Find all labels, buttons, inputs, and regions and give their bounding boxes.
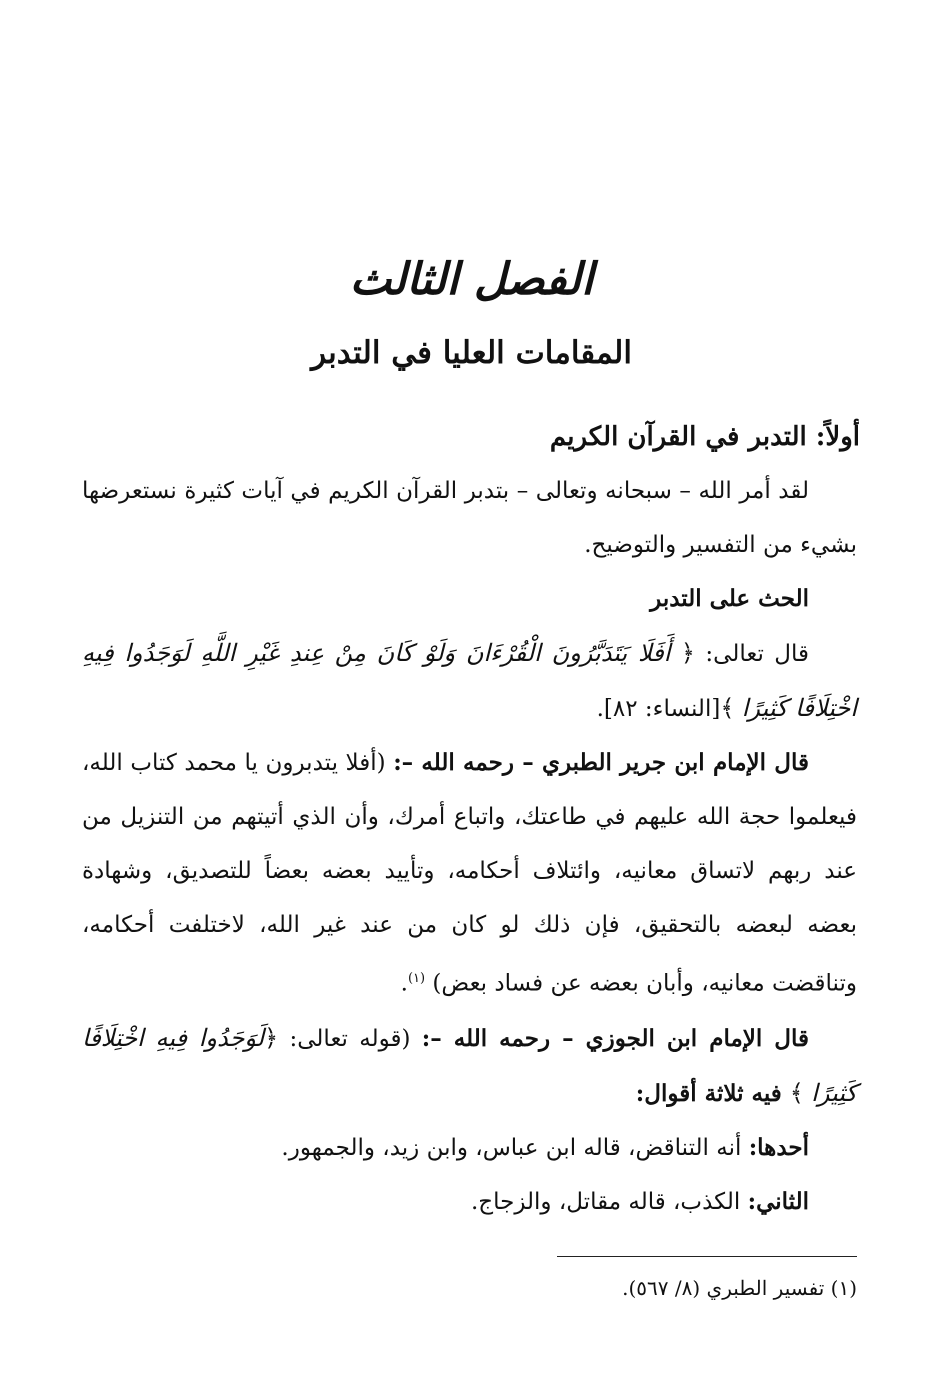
jawzi-paragraph [82,1011,857,1121]
sub-heading: الحث على التدبر [650,585,809,612]
second-label: الثاني: [747,1187,809,1215]
verse-paragraph [82,626,857,736]
jawzi-quote-intro: (قوله تعالى: [278,1025,422,1052]
first-label: أحدها: [748,1133,809,1161]
footnote-divider [557,1256,857,1257]
tabari-end: . [400,970,408,997]
jawzi-after: فيه ثلاثة أقوال: [635,1079,790,1107]
verse-reference: [النساء: ٨٢]. [596,696,721,722]
second-text: الكذب، قاله مقاتل، والزجاج. [470,1188,748,1215]
list-item [82,1175,857,1229]
tabari-paragraph [82,736,857,1011]
first-text: أنه التناقض، قاله ابن عباس، وابن زيد، والجمهور. [281,1134,749,1161]
verse-lead: قال تعالى: [694,641,810,667]
verse-open-bracket: ﴿ [680,639,695,667]
jawzi-lead: قال الإمام ابن الجوزي – رحمه الله –: [421,1024,810,1052]
jawzi-verse-close-bracket: ﴾ [789,1078,804,1107]
jawzi-verse: لَوَجَدُوا فِيهِ اخْتِلَافًا كَثِيرًا [82,1023,857,1107]
footnote: (١) تفسير الطبري (٨/ ٥٦٧). [622,1276,857,1300]
intro-paragraph: لقد أمر الله – سبحانه وتعالى – بتدبر القرآن الكريم في آيات كثيرة نستعرضها بشيء من التفسير والتوضيح. [82,478,857,558]
footnote-reference[interactable]: (١) [407,971,426,986]
chapter-subtitle: المقامات العليا في التدبر [311,335,632,371]
tabari-quote: (أفلا يتدبرون يا محمد كتاب الله، فيعلموا حجة الله عليهم في طاعتك، واتباع أمرك، وأن الذي أتيتهم من التنزيل من عند ربهم لاتساق معانيه، وائتلاف أحكامه، وتأييد بعضه بعضاً للتصديق، وشهادة بعضه لبعضه بالتحقيق، فإن ذلك لو كان من عند غير الله، لاختلفت أحكامه، وتناقضت معانيه، وأبان بعضه عن فساد بعض) [82,750,857,997]
body-text [82,410,860,1229]
section-heading: أولاً: التدبر في القرآن الكريم [549,422,860,452]
jawzi-verse-open-bracket: ﴿ [264,1023,279,1052]
chapter-title: الفصل الثالث [349,254,594,305]
verse-close-bracket: ﴾ [720,694,735,722]
tabari-lead: قال الإمام ابن جرير الطبري – رحمه الله –: [393,749,809,776]
verse-text: أَفَلَا يَتَدَبَّرُونَ الْقُرْءَانَ وَلَوْ كَانَ مِنْ عِندِ غَيْرِ اللَّهِ لَوَجَدُوا فِيهِ اخْتِلَافًا كَثِيرًا [82,639,857,722]
list-item [82,1121,857,1175]
